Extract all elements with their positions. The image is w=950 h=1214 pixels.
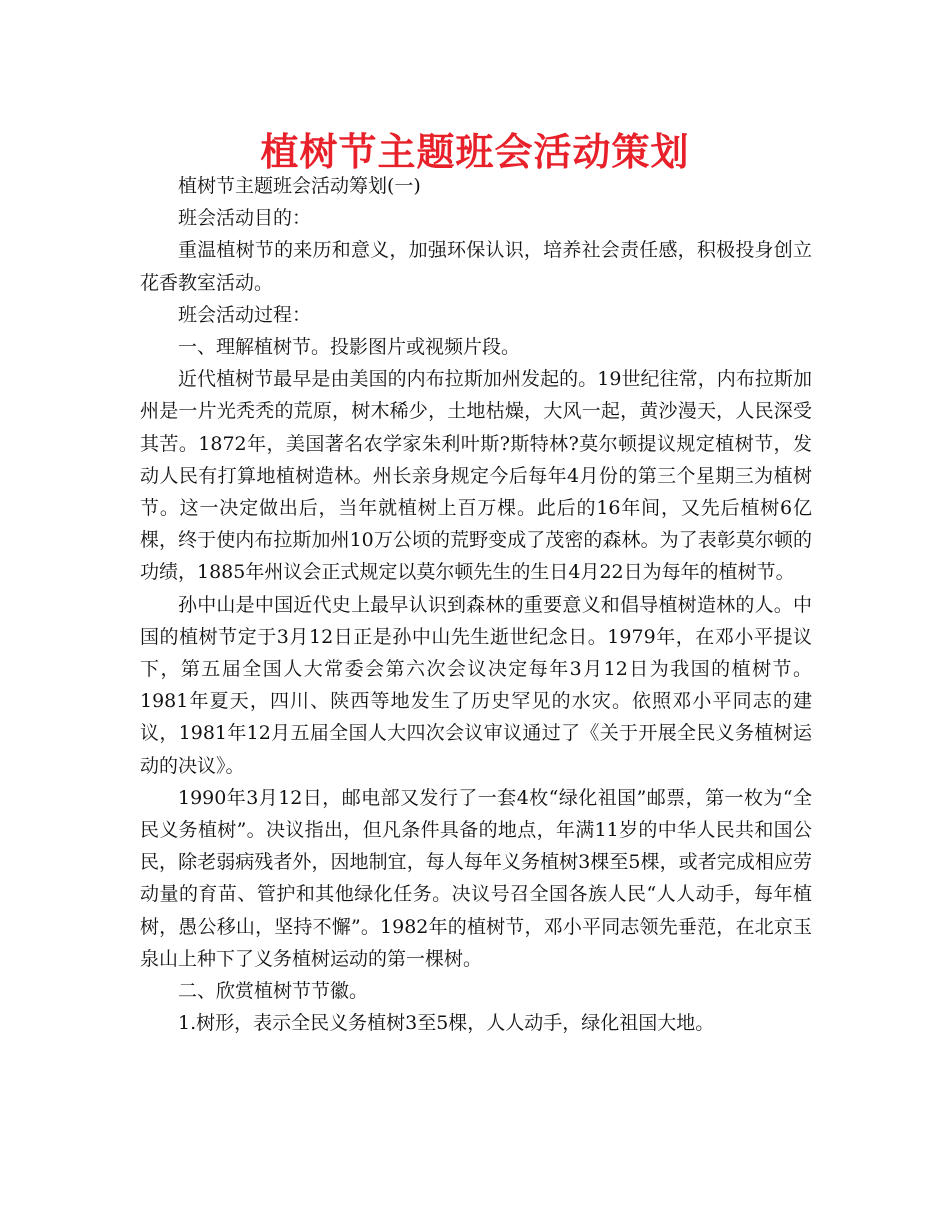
- document-title: 植树节主题班会活动策划: [260, 130, 690, 174]
- paragraph-china-history: 孙中山是中国近代史上最早认识到森林的重要意义和倡导植树造林的人。中国的植树节定于3月12日正是孙中山先生逝世纪念日。1979年，在邓小平提议下，第五届全国人大常委会第六次会议决定每年3月12日为我国的植树节。1981年夏天，四川、陕西等地发生了历史罕见的水灾。依照邓小平同志的建议，1981年12月五届全国人大四次会议审议通过了《关于开展全民义务植树运动的决议》。: [140, 593, 812, 777]
- paragraph-emblem-item-1: 1.树形，表示全民义务植树3至5棵，人人动手，绿化祖国大地。: [178, 1012, 715, 1035]
- paragraph-subtitle: 植树节主题班会活动筹划(一): [178, 175, 421, 197]
- paragraph-stamps: 1990年3月12日，邮电部又发行了一套4枚“绿化祖国”邮票，第一枚为“全民义务植树”。决议指出，但凡条件具备的地点，年满11岁的中华人民共和国公民，除老弱病残者外，因地制宜，每人每年义务植树3棵至5棵，或者完成相应劳动量的育苗、管护和其他绿化任务。决议号召全国各族人民“人人动手，每年植树，愚公移山，坚持不懈”。1982年的植树节，邓小平同志领先垂范，在北京玉泉山上种下了义务植树运动的第一棵树。: [140, 786, 812, 970]
- paragraph-purpose: 重温植树节的来历和意义，加强环保认识，培养社会责任感，积极投身创立花香教室活动。: [140, 239, 812, 294]
- paragraph-us-history: 近代植树节最早是由美国的内布拉斯加州发起的。19世纪往常，内布拉斯加州是一片光秃秃的荒原，树木稀少，土地枯燥，大风一起，黄沙漫天，人民深受其苦。1872年，美国著名农学家朱利叶斯?斯特林?莫尔顿提议规定植树节，发动人民有打算地植树造林。州长亲身规定今后每年4月份的第三个星期三为植树节。这一决定做出后，当年就植树上百万棵。此后的16年间，又先后植树6亿棵，终于使内布拉斯加州10万公顷的荒野变成了茂密的森林。为了表彰莫尔顿的功绩，1885年州议会正式规定以莫尔顿先生的生日4月22日为每年的植树节。: [140, 368, 812, 584]
- document-body: [140, 170, 812, 1039]
- paragraph-section-one: 一、理解植树节。投影图片或视频片段。: [178, 336, 521, 359]
- paragraph-section-two: 二、欣赏植树节节徽。: [178, 980, 369, 1003]
- paragraph-process-heading: 班会活动过程：: [178, 303, 312, 326]
- paragraph-purpose-heading: 班会活动目的：: [178, 207, 312, 230]
